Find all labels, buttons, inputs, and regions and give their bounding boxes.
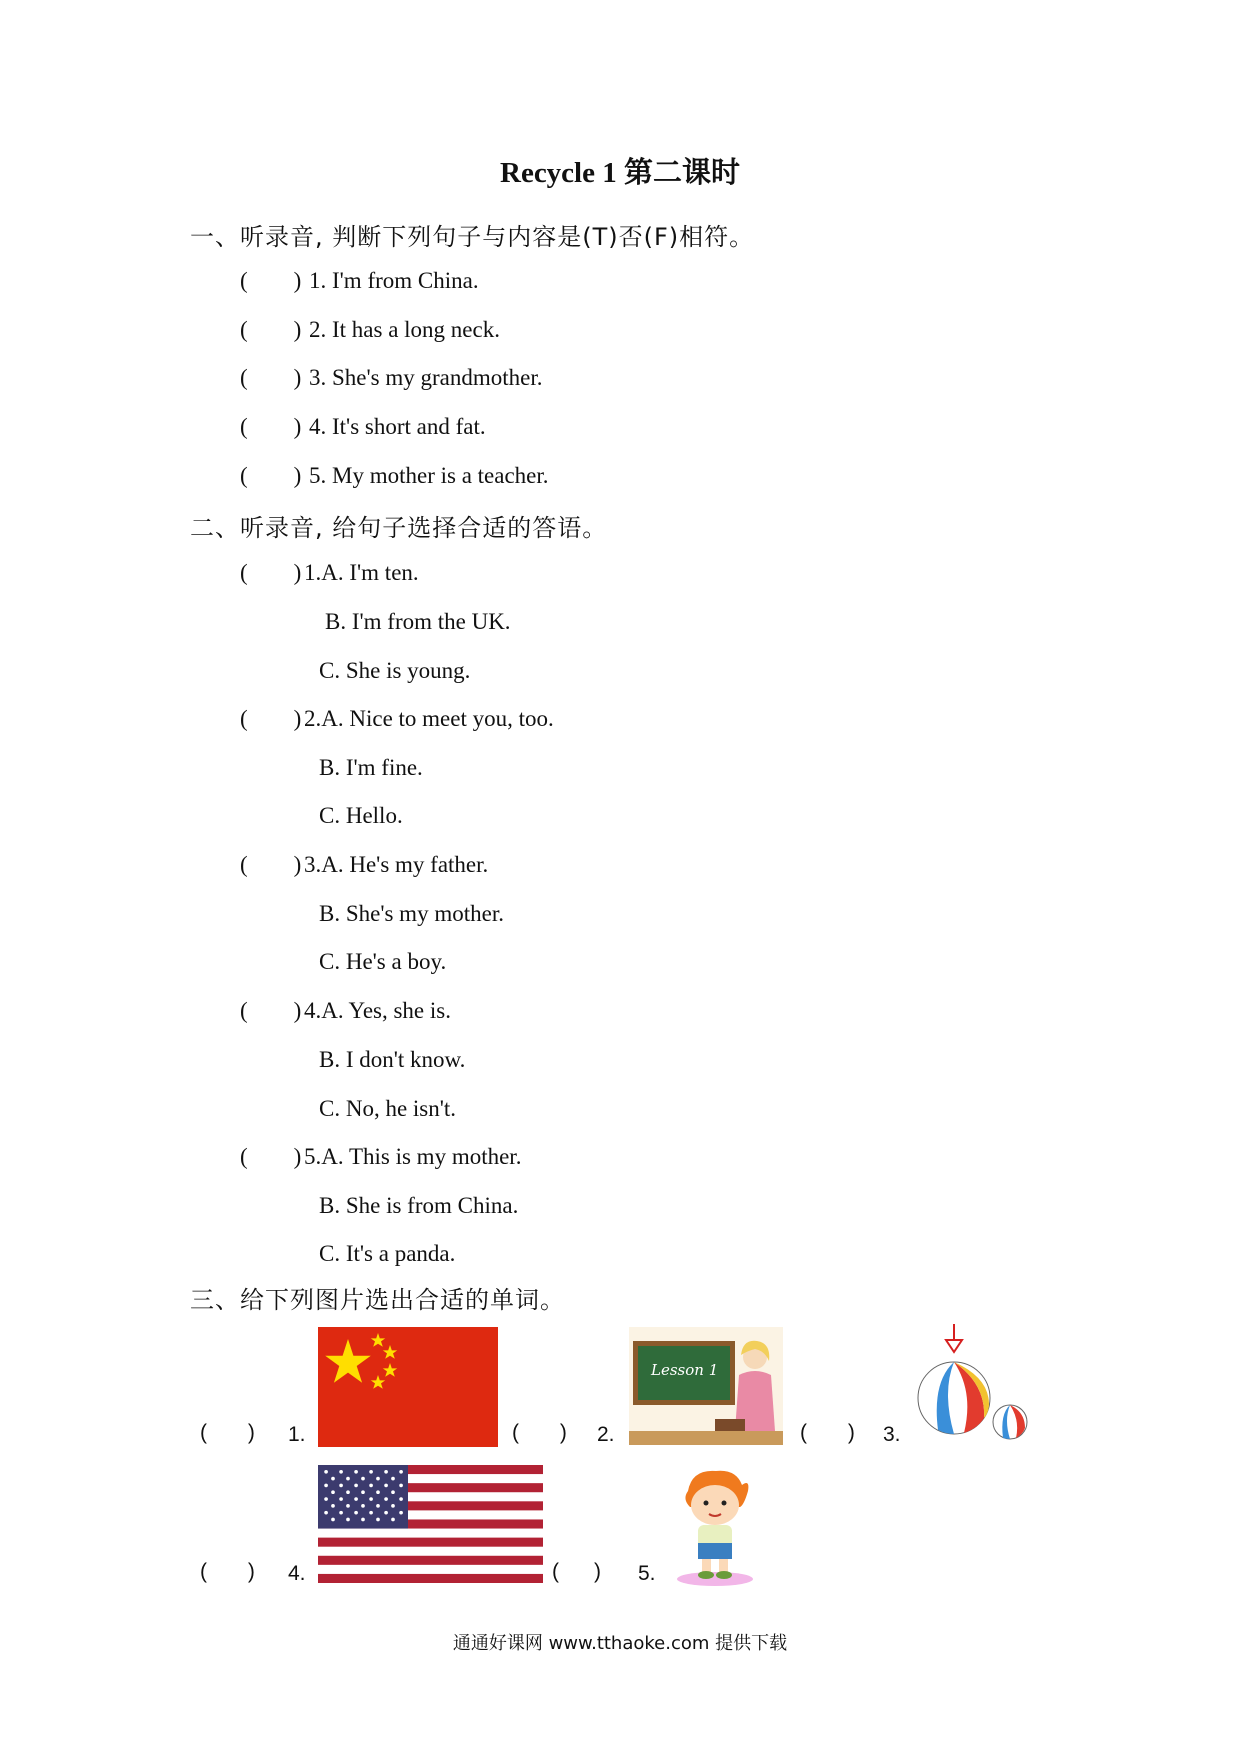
teacher-blackboard-picture <box>629 1327 783 1445</box>
usa-flag-picture <box>318 1465 543 1583</box>
section2-heading: 二、听录音, 给句子选择合适的答语。 <box>190 514 608 542</box>
item-text: 2. It has a long neck. <box>309 317 500 342</box>
picture-number: 4. <box>288 1562 306 1585</box>
answer-blank[interactable]: ( ) <box>800 1421 855 1444</box>
answer-blank[interactable]: ( ) <box>240 1144 302 1169</box>
picture-number: 2. <box>597 1423 615 1446</box>
answer-blank[interactable]: ( ) <box>552 1560 601 1583</box>
answer-blank[interactable]: ( ) <box>240 414 302 439</box>
answer-blank[interactable]: ( ) <box>200 1560 255 1583</box>
picture-number: 5. <box>638 1562 656 1585</box>
option-a: 4.A. Yes, she is. <box>304 998 451 1023</box>
item-text: 4. It's short and fat. <box>309 414 486 439</box>
option-b: B. I don't know. <box>319 1047 466 1072</box>
option-c: C. No, he isn't. <box>319 1096 457 1121</box>
answer-blank[interactable]: ( ) <box>240 852 302 877</box>
board-text: Lesson 1 <box>651 1361 719 1379</box>
item-text: 3. She's my grandmother. <box>309 365 543 390</box>
answer-blank[interactable]: ( ) <box>240 706 302 731</box>
answer-blank[interactable]: ( ) <box>240 560 302 585</box>
option-b: B. I'm from the UK. <box>325 609 511 634</box>
answer-blank[interactable]: ( ) <box>240 268 302 293</box>
option-a: 5.A. This is my mother. <box>304 1144 522 1169</box>
answer-blank[interactable]: ( ) <box>240 998 302 1023</box>
option-a: 1.A. I'm ten. <box>304 560 419 585</box>
option-b: B. She is from China. <box>319 1193 519 1218</box>
footer-credit: 通通好课网 www.tthaoke.com 提供下载 <box>452 1633 788 1654</box>
answer-blank[interactable]: ( ) <box>240 365 302 390</box>
option-b: B. She's my mother. <box>319 901 504 926</box>
item-text: 5. My mother is a teacher. <box>309 463 549 488</box>
answer-blank[interactable]: ( ) <box>240 317 302 342</box>
answer-blank[interactable]: ( ) <box>200 1421 255 1444</box>
section1-heading: 一、听录音, 判断下列句子与内容是(T)否(F)相符。 <box>190 223 755 251</box>
option-c: C. She is young. <box>319 658 471 683</box>
balls-picture <box>912 1322 1037 1444</box>
section3-heading: 三、给下列图片选出合适的单词。 <box>190 1286 565 1314</box>
option-c: C. It's a panda. <box>319 1241 456 1266</box>
cartoon-boy-picture <box>670 1465 760 1587</box>
answer-blank[interactable]: ( ) <box>240 463 302 488</box>
option-c: C. Hello. <box>319 803 403 828</box>
china-flag-picture <box>318 1327 498 1447</box>
item-text: 1. I'm from China. <box>309 268 479 293</box>
answer-blank[interactable]: ( ) <box>512 1421 567 1444</box>
option-b: B. I'm fine. <box>319 755 423 780</box>
option-a: 3.A. He's my father. <box>304 852 489 877</box>
option-a: 2.A. Nice to meet you, too. <box>304 706 554 731</box>
picture-number: 3. <box>883 1423 901 1446</box>
page-title: Recycle 1 第二课时 <box>500 157 740 189</box>
option-c: C. He's a boy. <box>319 949 447 974</box>
picture-number: 1. <box>288 1423 306 1446</box>
